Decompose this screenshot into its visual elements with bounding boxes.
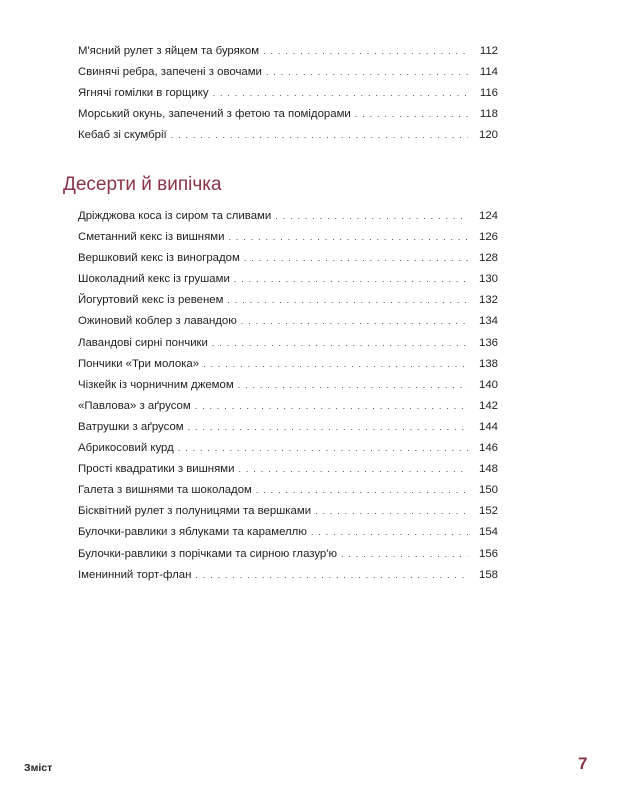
toc-entry (78, 311, 498, 332)
toc-entry-page: 144 (478, 420, 498, 433)
toc-entry (78, 459, 498, 480)
toc-entry-title: Чізкейк із чорничним джемом (78, 378, 234, 391)
toc-entry-page: 112 (479, 45, 498, 57)
toc-entry-title: «Павлова» з аґрусом (78, 399, 191, 412)
dot-leader (241, 311, 468, 332)
toc-entry-page: 134 (478, 315, 498, 328)
dot-leader (234, 269, 468, 290)
dot-leader (238, 375, 468, 396)
toc-entry-page: 154 (478, 526, 498, 539)
toc-entry-page: 148 (478, 463, 498, 476)
toc-entry-page: 132 (478, 294, 498, 307)
toc-entry (78, 375, 498, 396)
dot-leader (171, 125, 468, 146)
toc-entry (78, 290, 498, 311)
footer-section-label: Зміст (24, 762, 53, 774)
toc-entry-page: 152 (478, 505, 498, 518)
dot-leader (238, 459, 468, 480)
toc-entry-page: 116 (479, 87, 498, 100)
toc-entry (78, 544, 498, 565)
dot-leader (263, 41, 468, 62)
page-number: 7 (578, 754, 588, 773)
toc-entry (78, 248, 498, 269)
toc-entry-page: 120 (478, 129, 498, 142)
dot-leader (195, 565, 468, 586)
toc-entry (78, 522, 498, 543)
toc-entry-title: М'ясний рулет з яйцем та буряком (78, 45, 260, 57)
dot-leader (228, 227, 468, 248)
toc-entry-title: Прості квадратики з вишнями (78, 463, 235, 476)
toc-entry (78, 227, 498, 248)
toc-entry-title: Лавандові сирні пончики (78, 336, 208, 349)
toc-entry-title: Ватрушки з аґрусом (78, 420, 184, 433)
dot-leader (355, 104, 468, 125)
toc-entry-page: 136 (478, 336, 498, 349)
dot-leader (195, 396, 468, 417)
toc-entry (78, 104, 498, 125)
toc-entry-title: Ожиновий коблер з лавандою (78, 315, 237, 328)
dot-leader (256, 480, 468, 501)
toc-entry-title: Шоколадний кекс із грушами (78, 273, 230, 286)
toc-entry (78, 125, 498, 146)
toc-entry (78, 417, 498, 438)
dot-leader (311, 522, 468, 543)
toc-entry (78, 333, 498, 354)
toc-entry-page: 158 (478, 568, 498, 581)
toc-entry-page: 140 (478, 378, 498, 391)
toc-entry (78, 269, 498, 290)
dot-leader (188, 417, 468, 438)
toc-entry-title: Сметанний кекс із вишнями (78, 231, 225, 244)
toc-entry-title: Бісквітний рулет з полуницями та вершками (78, 505, 312, 518)
toc-entry (78, 438, 498, 459)
toc-entry-title: Абрикосовий курд (78, 442, 174, 455)
dot-leader (341, 544, 468, 565)
dot-leader (275, 206, 468, 227)
toc-entry (78, 41, 498, 62)
toc-entry-title: Галета з вишнями та шоколадом (78, 484, 252, 497)
toc-entry-title: Йогуртовий кекс із ревенем (78, 294, 224, 307)
toc-entry-page: 138 (478, 357, 498, 370)
toc-list-main-courses (78, 41, 498, 146)
toc-entry-page: 114 (479, 66, 498, 79)
dot-leader (227, 290, 468, 311)
toc-entry (78, 501, 498, 522)
dot-leader (178, 438, 468, 459)
toc-entry-page: 150 (478, 484, 498, 497)
dot-leader (315, 501, 468, 522)
toc-entry-title: Свинячі ребра, запечені з овочами (78, 66, 262, 79)
dot-leader (244, 248, 468, 269)
toc-entry-title: Булочки-равлики з порічками та сирною глазур'ю (78, 547, 337, 560)
toc-entry (78, 62, 498, 83)
toc-entry-title: Кебаб зі скумбрії (78, 129, 167, 142)
toc-entry (78, 83, 498, 104)
toc-entry (78, 354, 498, 375)
toc-entry (78, 480, 498, 501)
toc-entry-page: 118 (479, 108, 498, 121)
toc-entry-page: 142 (478, 399, 498, 412)
toc-entry-page: 124 (478, 210, 498, 222)
toc-entry-title: Вершковий кекс із виноградом (78, 252, 240, 265)
dot-leader (266, 62, 468, 83)
section-heading-desserts: Десерти й випічка (63, 174, 222, 195)
toc-entry-title: Булочки-равлики з яблуками та карамеллю (78, 526, 307, 539)
toc-entry (78, 565, 498, 586)
toc-entry (78, 396, 498, 417)
toc-entry-title: Дріжджова коса із сиром та сливами (78, 210, 272, 222)
toc-entry (78, 206, 498, 227)
dot-leader (203, 354, 468, 375)
toc-entry-title: Морський окунь, запечений з фетою та помідорами (78, 108, 351, 121)
toc-entry-page: 156 (478, 547, 498, 560)
toc-entry-page: 126 (478, 231, 498, 244)
toc-list-desserts (78, 206, 498, 586)
toc-entry-page: 130 (478, 273, 498, 286)
toc-entry-title: Іменинний торт-флан (78, 568, 192, 581)
dot-leader (212, 333, 468, 354)
toc-entry-page: 128 (478, 252, 498, 265)
toc-entry-page: 146 (478, 442, 498, 455)
toc-entry-title: Ягнячі гомілки в горщику (78, 87, 209, 100)
toc-entry-title: Пончики «Три молока» (78, 357, 200, 370)
dot-leader (213, 83, 468, 104)
